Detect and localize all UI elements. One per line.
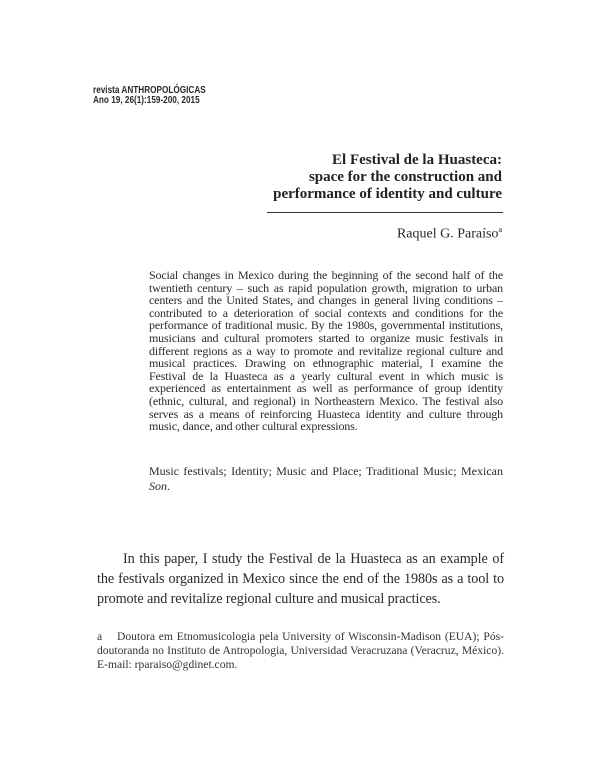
author-name: Raquel G. Paraíso: [396, 226, 499, 242]
keywords: [149, 464, 503, 493]
author-footnote-mark: a: [498, 225, 502, 234]
article-title: [172, 152, 502, 203]
journal-name: ANTHROPOLÓGICAS: [121, 85, 206, 96]
keywords-italic: Son: [149, 478, 167, 493]
footnote-text: Doutora em Etnomusicologia pela University of Wisconsin-Madison (EUA); Pós-doutoranda no Instituto de Antropologia, Universidad Veracruzana (Veracruz, México). E-mail: rparaiso@gdinet.com.: [97, 630, 504, 672]
author-line: [397, 222, 502, 243]
body-paragraph: In this paper, I study the Festival de la Huasteca as an example of the festivals organized in Mexico since the end of the 1980s as a tool to promote and revitalize regional culture and musical practices.: [97, 551, 504, 607]
abstract: Social changes in Mexico during the beginning of the second half of the twentieth century – such as rapid population growth, migration to urban centers and the United States, and changes in general living conditions – contributed to a deterioration of social contexts and conditions for the performance of traditional music. By the 1980s, governmental institutions, musicians and cultural promoters started to organize music festivals in different regions as a way to promote and revitalize regional culture and musical practices. Drawing on ethnographic material, I examine the Festival de la Huasteca as a yearly cultural event in which music is experienced as entertainment as well as performance of group identity (ethnic, cultural, and regional) in Northeastern Mexico. The festival also serves as a means of reinforcing Huasteca identity and culture through music, dance, and other cultural expressions.: [149, 268, 503, 434]
journal-prefix: revista: [93, 85, 120, 96]
title-line-2: space for the construction and: [308, 169, 502, 185]
keywords-text: Music festivals; Identity; Music and Place; Traditional Music; Mexican: [149, 464, 503, 478]
issue-line: Ano 19, 26(1):159-200, 2015: [93, 95, 200, 106]
title-line-3: performance of identity and culture: [273, 186, 502, 202]
footnote-marker: a: [97, 630, 103, 643]
journal-header: [93, 86, 206, 106]
keywords-end: .: [167, 478, 170, 493]
title-line-1: El Festival de la Huasteca:: [332, 152, 502, 168]
footnote: [97, 630, 504, 673]
title-divider: [267, 212, 503, 213]
